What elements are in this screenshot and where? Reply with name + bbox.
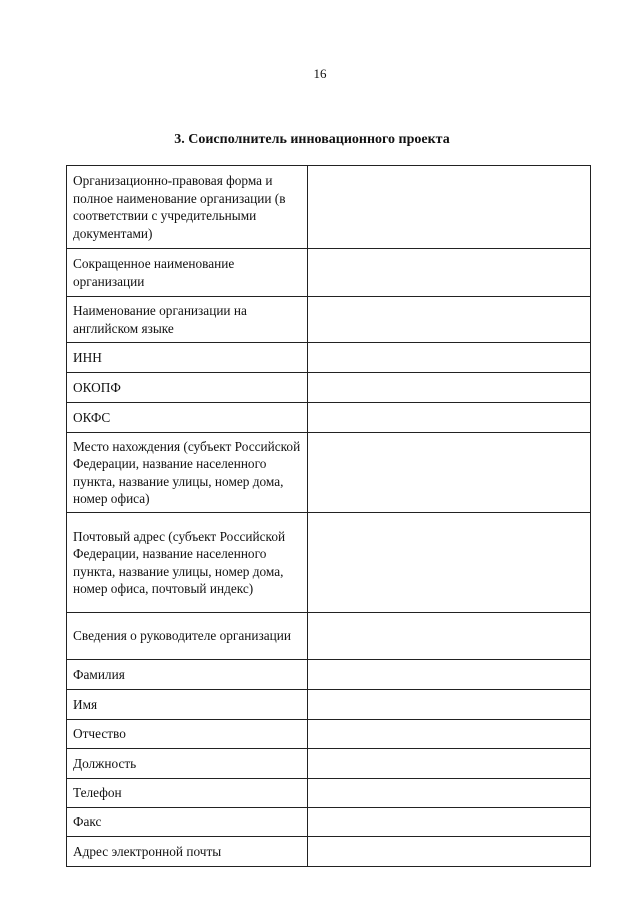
row-label-position: Должность xyxy=(67,749,308,779)
table-row-location xyxy=(67,433,591,513)
row-label-legal-form: Организационно-правовая форма и полное наименование организации (в соответствии с учредительными документами) xyxy=(67,166,308,249)
row-value-legal-form[interactable] xyxy=(308,166,591,249)
row-label-inn: ИНН xyxy=(67,343,308,373)
row-label-first-name: Имя xyxy=(67,690,308,720)
row-label-surname: Фамилия xyxy=(67,660,308,690)
row-label-phone: Телефон xyxy=(67,779,308,808)
row-value-okfs[interactable] xyxy=(308,403,591,433)
section-title: 3. Соисполнитель инновационного проекта xyxy=(174,132,450,147)
row-value-short-name[interactable] xyxy=(308,249,591,297)
table-row-surname xyxy=(67,660,591,690)
row-label-okfs: ОКФС xyxy=(67,403,308,433)
table-row-postal-address xyxy=(67,513,591,613)
row-label-english-name: Наименование организации на английском языке xyxy=(67,297,308,343)
row-value-first-name[interactable] xyxy=(308,690,591,720)
row-value-postal-address[interactable] xyxy=(308,513,591,613)
row-value-inn[interactable] xyxy=(308,343,591,373)
table-row-patronymic xyxy=(67,720,591,749)
table-row-first-name xyxy=(67,690,591,720)
row-label-patronymic: Отчество xyxy=(67,720,308,749)
row-value-email[interactable] xyxy=(308,837,591,867)
row-value-fax[interactable] xyxy=(308,808,591,837)
row-label-okopf: ОКОПФ xyxy=(67,373,308,403)
row-label-fax: Факс xyxy=(67,808,308,837)
table-row-legal-form xyxy=(67,166,591,249)
table-row-short-name xyxy=(67,249,591,297)
row-value-phone[interactable] xyxy=(308,779,591,808)
row-label-short-name: Сокращенное наименование организации xyxy=(67,249,308,297)
table-row-phone xyxy=(67,779,591,808)
row-value-patronymic[interactable] xyxy=(308,720,591,749)
row-label-director-info: Сведения о руководителе организации xyxy=(67,613,308,660)
row-label-location: Место нахождения (субъект Российской Федерации, название населенного пункта, название улицы, номер дома, номер офиса) xyxy=(67,433,308,513)
row-value-director-info[interactable] xyxy=(308,613,591,660)
table-row-position xyxy=(67,749,591,779)
table-row-okfs xyxy=(67,403,591,433)
table-row-okopf xyxy=(67,373,591,403)
table-row-english-name xyxy=(67,297,591,343)
page-number: 16 xyxy=(313,66,327,81)
row-value-location[interactable] xyxy=(308,433,591,513)
row-value-english-name[interactable] xyxy=(308,297,591,343)
co-executor-table xyxy=(66,165,591,867)
table-row-inn xyxy=(67,343,591,373)
table-row-director-info xyxy=(67,613,591,660)
row-value-okopf[interactable] xyxy=(308,373,591,403)
row-label-email: Адрес электронной почты xyxy=(67,837,308,867)
table-row-email xyxy=(67,837,591,867)
table-row-fax xyxy=(67,808,591,837)
row-value-surname[interactable] xyxy=(308,660,591,690)
row-value-position[interactable] xyxy=(308,749,591,779)
row-label-postal-address: Почтовый адрес (субъект Российской Федерации, название населенного пункта, название улицы, номер дома, номер офиса, почтовый индекс) xyxy=(67,513,308,613)
